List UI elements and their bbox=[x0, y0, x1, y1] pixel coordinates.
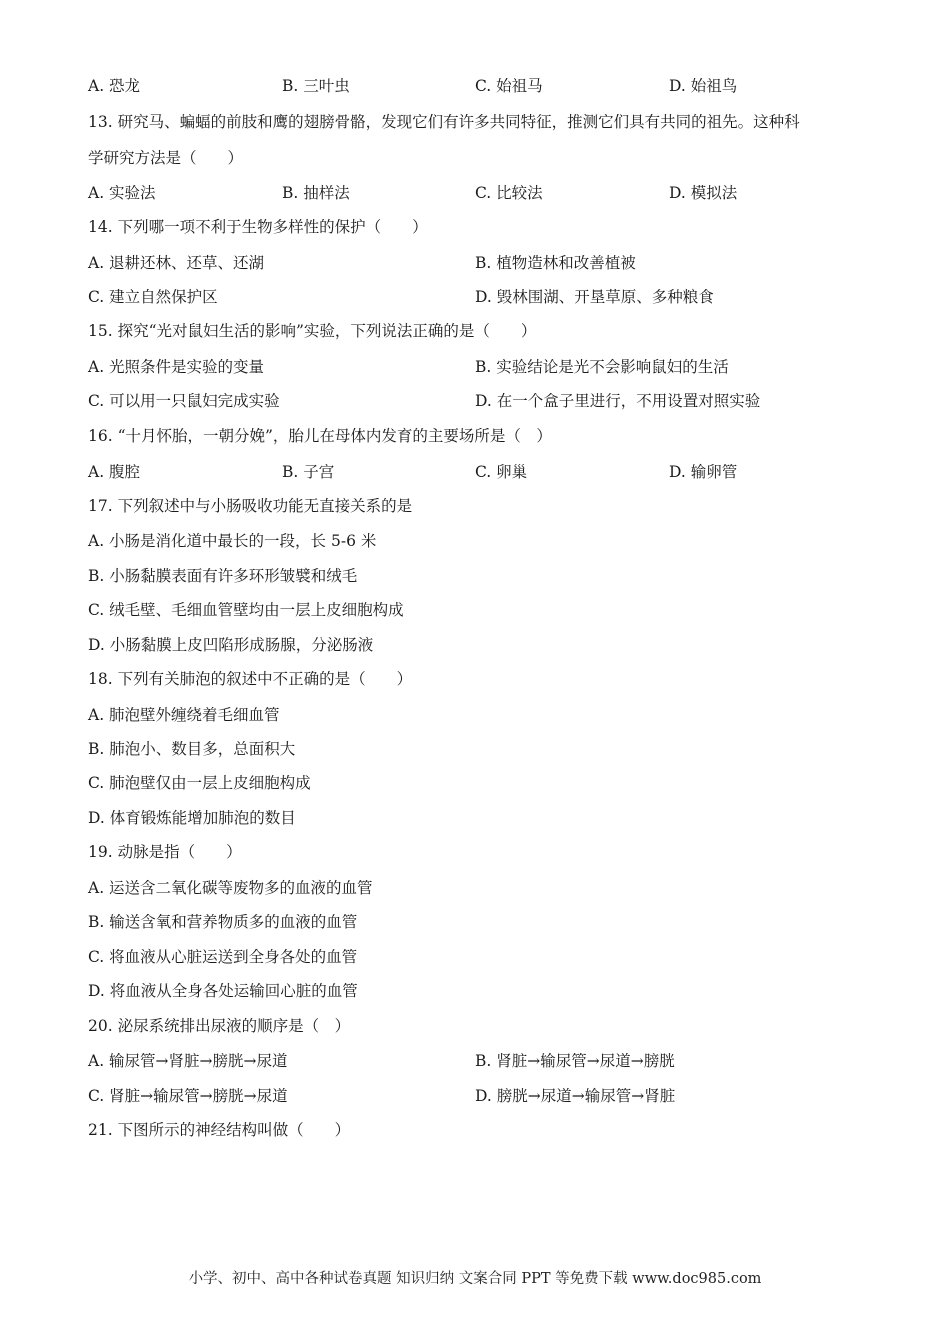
q16-option-a: A. 腹腔 bbox=[88, 463, 141, 481]
q15-option-b: B. 实验结论是光不会影响鼠妇的生活 bbox=[475, 358, 729, 376]
q17-option-b: B. 小肠黏膜表面有许多环形皱襞和绒毛 bbox=[88, 567, 358, 585]
q20-stem: 20. 泌尿系统排出尿液的顺序是（ ） bbox=[88, 1017, 351, 1035]
q12-option-a: A. 恐龙 bbox=[88, 77, 141, 95]
q19-option-c: C. 将血液从心脏运送到全身各处的血管 bbox=[88, 948, 358, 966]
q17-option-a: A. 小肠是消化道中最长的一段，长 5-6 米 bbox=[88, 532, 377, 550]
q16-option-c: C. 卵巢 bbox=[475, 463, 528, 481]
q12-option-c: C. 始祖马 bbox=[475, 77, 543, 95]
q14-option-a: A. 退耕还林、还草、还湖 bbox=[88, 254, 265, 272]
page-footer: 小学、初中、高中各种试卷真题 知识归纳 文案合同 PPT 等免费下载 www.doc985.com bbox=[188, 1271, 762, 1287]
q19-option-a: A. 运送含二氧化碳等废物多的血液的血管 bbox=[88, 879, 373, 897]
q13-option-c: C. 比较法 bbox=[475, 184, 543, 202]
q14-option-c: C. 建立自然保护区 bbox=[88, 288, 218, 306]
q18-option-c: C. 肺泡壁仅由一层上皮细胞构成 bbox=[88, 774, 311, 792]
q14-option-d: D. 毁林围湖、开垦草原、多种粮食 bbox=[475, 288, 714, 306]
q20-option-d: D. 膀胱→尿道→输尿管→肾脏 bbox=[475, 1087, 676, 1105]
q17-option-d: D. 小肠黏膜上皮凹陷形成肠腺，分泌肠液 bbox=[88, 636, 374, 654]
q18-option-a: A. 肺泡壁外缠绕着毛细血管 bbox=[88, 706, 280, 724]
q18-stem: 18. 下列有关肺泡的叙述中不正确的是（ ） bbox=[88, 670, 413, 688]
q13-option-b: B. 抽样法 bbox=[282, 184, 350, 202]
q12-option-d: D. 始祖鸟 bbox=[669, 77, 738, 95]
q18-option-d: D. 体育锻炼能增加肺泡的数目 bbox=[88, 809, 296, 827]
q15-option-d: D. 在一个盒子里进行，不用设置对照实验 bbox=[475, 392, 761, 410]
q17-stem: 17. 下列叙述中与小肠吸收功能无直接关系的是 bbox=[88, 497, 413, 515]
q16-stem: 16. “十月怀胎，一朝分娩”，胎儿在母体内发育的主要场所是（ ） bbox=[88, 427, 552, 445]
q21-stem: 21. 下图所示的神经结构叫做（ ） bbox=[88, 1121, 351, 1139]
q16-option-b: B. 子宫 bbox=[282, 463, 335, 481]
q13-stem-line2: 学研究方法是（ ） bbox=[88, 149, 244, 167]
q15-option-a: A. 光照条件是实验的变量 bbox=[88, 358, 265, 376]
q15-stem: 15. 探究“光对鼠妇生活的影响”实验，下列说法正确的是（ ） bbox=[88, 322, 537, 340]
q14-stem: 14. 下列哪一项不利于生物多样性的保护（ ） bbox=[88, 218, 428, 236]
q20-option-c: C. 肾脏→输尿管→膀胱→尿道 bbox=[88, 1087, 288, 1105]
q13-option-d: D. 模拟法 bbox=[669, 184, 738, 202]
q17-option-c: C. 绒毛壁、毛细血管壁均由一层上皮细胞构成 bbox=[88, 601, 404, 619]
q20-option-a: A. 输尿管→肾脏→膀胱→尿道 bbox=[88, 1052, 288, 1070]
q18-option-b: B. 肺泡小、数目多，总面积大 bbox=[88, 740, 296, 758]
q19-stem: 19. 动脉是指（ ） bbox=[88, 843, 242, 861]
q15-option-c: C. 可以用一只鼠妇完成实验 bbox=[88, 392, 280, 410]
q13-stem-line1: 13. 研究马、蝙蝠的前肢和鹰的翅膀骨骼，发现它们有许多共同特征，推测它们具有共同的祖先。这种科 bbox=[88, 113, 800, 131]
q14-option-b: B. 植物造林和改善植被 bbox=[475, 254, 636, 272]
q19-option-d: D. 将血液从全身各处运输回心脏的血管 bbox=[88, 982, 358, 1000]
q12-option-b: B. 三叶虫 bbox=[282, 77, 350, 95]
q20-option-b: B. 肾脏→输尿管→尿道→膀胱 bbox=[475, 1052, 675, 1070]
q13-option-a: A. 实验法 bbox=[88, 184, 156, 202]
q19-option-b: B. 输送含氧和营养物质多的血液的血管 bbox=[88, 913, 358, 931]
q16-option-d: D. 输卵管 bbox=[669, 463, 738, 481]
